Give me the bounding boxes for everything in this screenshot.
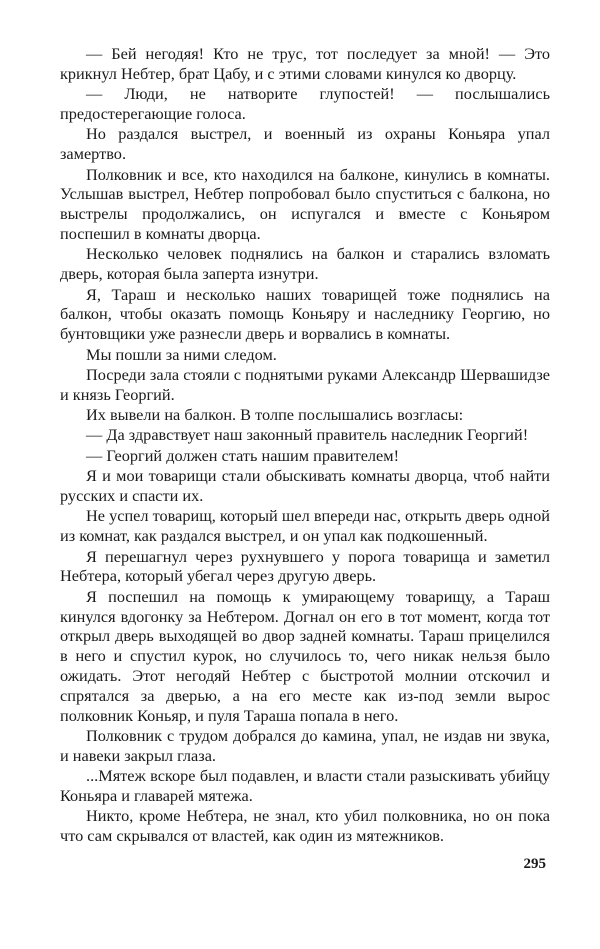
paragraph: — Бей негодяя! Кто не трус, тот последует за мной! — Это крикнул Небтер, брат Цабу, и с этими словами кинулся ко дворцу. — [60, 44, 550, 83]
paragraph: Их вывели на балкон. В толпе послышались возгласы: — [86, 405, 464, 425]
paragraph: ...Мятеж вскоре был подавлен, и власти стали разыскивать убийцу Коньяра и главарей мятежа. — [60, 766, 550, 805]
paragraph: — Люди, не натворите глупостей! — послышались предостерегающие голоса. — [60, 84, 550, 123]
paragraph: Несколько человек поднялись на балкон и старались взломать дверь, которая была заперта изнутри. — [60, 244, 550, 284]
paragraph: Полковник и все, кто находился на балконе, кинулись в комнаты. Услышав выстрел, Небтер попробовал было спуститься с балкона, но выстрелы продолжались, он испугался и вместе с Коньяром поспешил в комнаты дворца. — [60, 164, 550, 243]
paragraph: Посреди зала стояли с поднятыми руками Александр Шервашидзе и князь Георгий. — [60, 364, 550, 404]
paragraph: Полковник с трудом добрался до камина, упал, не издав ни звука, и навеки закрыл глаза. — [60, 726, 550, 765]
paragraph: Не успел товарищ, который шел впереди нас, открыть дверь одной из комнат, как раздался выстрел, и он упал как подкошенный. — [60, 506, 550, 546]
paragraph: Никто, кроме Небтера, не знал, кто убил полковника, но он пока что сам скрывался от властей, как один из мятежников. — [60, 806, 550, 846]
page-number: 295 — [523, 856, 546, 872]
paragraph: Я перешагнул через рухнувшего у порога товарища и заметил Небтера, который убегал через другую дверь. — [60, 546, 550, 586]
paragraph: Я поспешил на помощь к умирающему товарищу, а Тараш кинулся вдогонку за Небтером. Догнал он его в тот момент, когда тот открыл дверь выходящей во двор задней комнаты. Тараш прицелился в него и спустил курок, но случилось то, чего никак нельзя было ожидать. Этот негодяй Небтер с быстротой молнии отскочил и спрятался за дверью, а на его месте как из-под земли вырос полковник Коньяр, и пуля Тараша попала в него. — [60, 586, 550, 725]
paragraph: Я и мои товарищи стали обыскивать комнаты дворца, чтоб найти русских и спасти их. — [60, 466, 550, 506]
paragraph: Мы пошли за ними следом. — [86, 344, 277, 364]
body-text — [60, 44, 550, 847]
paragraph: — Да здравствует наш законный правитель наследник Георгий! — [86, 425, 529, 445]
paragraph: Но раздался выстрел, и военный из охраны Коньяра упал замертво. — [60, 124, 550, 164]
paragraph: Я, Тараш и несколько наших товарищей тоже поднялись на балкон, чтобы оказать помощь Коньяру и наследнику Георгию, но бунтовщики уже разнесли дверь и ворвались в комнаты. — [60, 284, 550, 344]
paragraph: — Георгий должен стать нашим правителем! — [86, 445, 399, 465]
